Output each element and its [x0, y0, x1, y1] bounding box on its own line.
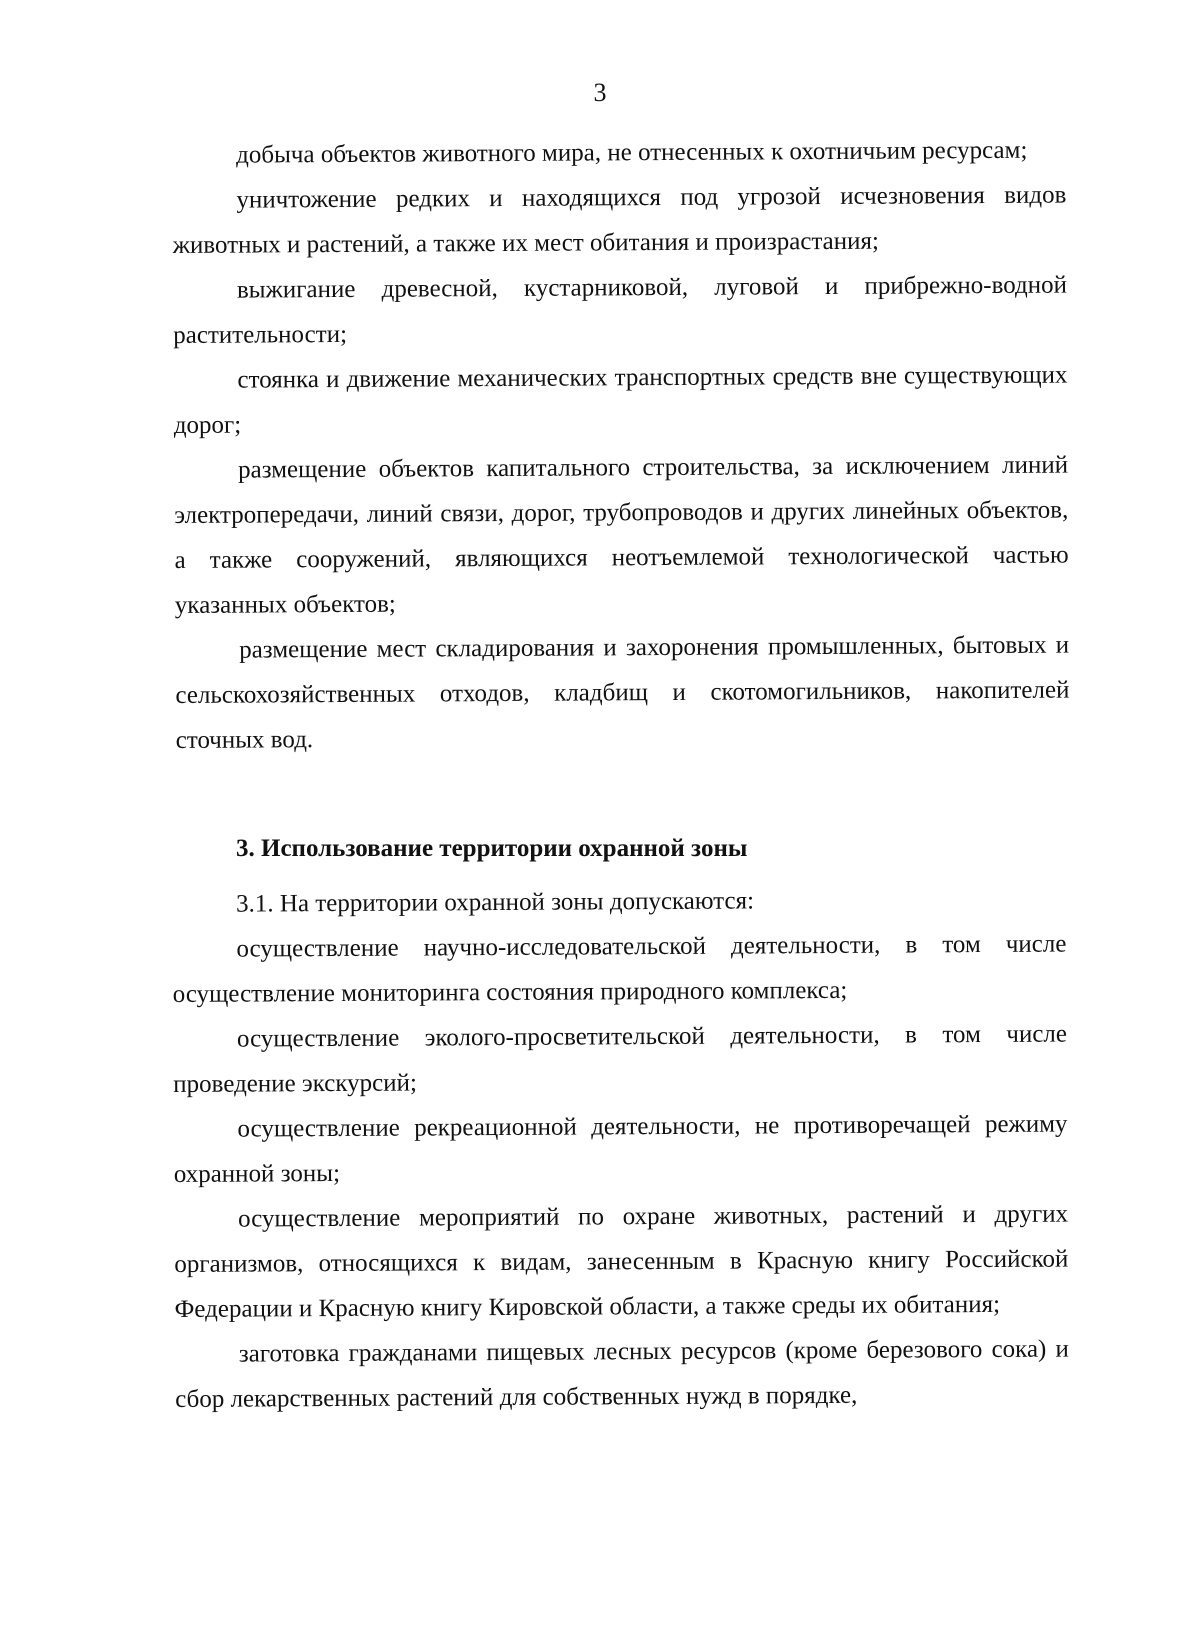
subsection-intro: 3.1. На территории охранной зоны допускаются: — [236, 887, 755, 918]
list-item: выжигание древесной, кустарниковой, луговой и прибрежно-водной растительности; — [173, 271, 1068, 349]
list-item: уничтожение редких и находящихся под угрозой исчезновения видов животных и растений, а также их мест обитания и произрастания; — [172, 181, 1067, 259]
list-item: осуществление мероприятий по охране животных, растений и других организмов, относящихся к видам, занесенным в Красную книгу Российской Федерации и Красную книгу Кировской области, а также среды их обитания; — [174, 1200, 1069, 1323]
prohibited-activities-list — [172, 128, 1070, 763]
list-item: заготовка гражданами пищевых лесных ресурсов (кроме березового сока) и сбор лекарственных растений для собственных нужд в порядке, — [175, 1335, 1069, 1413]
list-item: осуществление эколого-просветительской деятельности, в том числе проведение экскурсий; — [173, 1020, 1068, 1098]
list-item: осуществление научно-исследовательской деятельности, в том числе осуществление мониторинга состояния природного комплекса; — [172, 930, 1067, 1008]
page-number: 3 — [593, 78, 607, 107]
list-item: размещение объектов капитального строительства, за исключением линий электропередачи, линий связи, дорог, трубопроводов и других линейных объектов, а также сооружений, являющихся неотъемлемой технологической частью указанных объектов; — [174, 451, 1069, 619]
list-item: стоянка и движение механических транспортных средств вне существующих дорог; — [173, 361, 1068, 439]
list-item: добыча объектов животного мира, не отнесенных к охотничьим ресурсам; — [236, 136, 1028, 169]
list-item: осуществление рекреационной деятельности, не противоречащей режиму охранной зоны; — [173, 1110, 1068, 1188]
list-item: размещение мест складирования и захоронения промышленных, бытовых и сельскохозяйственных отходов, кладбищ и скотомогильников, накопителей сточных вод. — [175, 631, 1070, 754]
permitted-activities-list — [172, 877, 1069, 1422]
section-heading: 3. Использование территории охранной зоны — [236, 835, 748, 862]
